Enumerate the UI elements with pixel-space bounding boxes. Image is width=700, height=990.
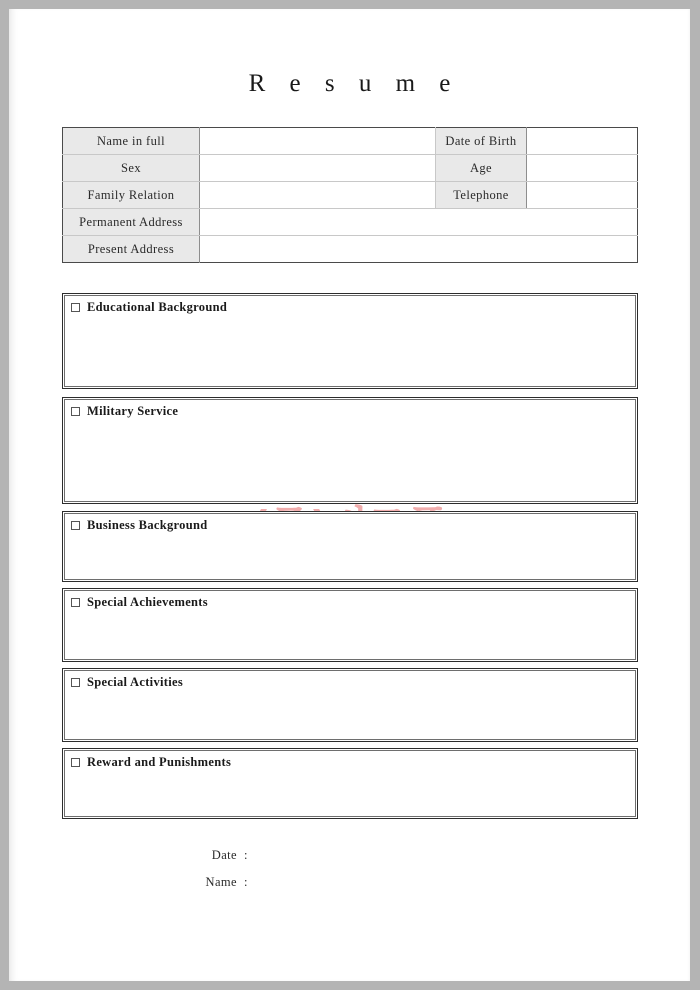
label-sex: Sex <box>63 155 200 182</box>
section-special-achievements[interactable] <box>62 588 638 662</box>
section-header <box>63 398 637 418</box>
checkbox-icon[interactable] <box>71 758 80 767</box>
field-date-of-birth[interactable] <box>527 128 638 155</box>
date-label: Date <box>211 848 237 862</box>
field-family-relation[interactable] <box>200 182 436 209</box>
personal-info-table <box>62 127 638 263</box>
field-name-in-full[interactable] <box>200 128 436 155</box>
personal-info-table-body <box>63 128 638 263</box>
table-row <box>63 236 638 263</box>
table-row <box>63 209 638 236</box>
document-page <box>9 9 690 981</box>
field-age[interactable] <box>527 155 638 182</box>
section-header <box>63 512 637 532</box>
table-row <box>63 128 638 155</box>
section-label: Educational Background <box>87 300 228 314</box>
section-header <box>63 669 637 689</box>
section-educational-background[interactable] <box>62 293 638 389</box>
checkbox-icon[interactable] <box>71 521 80 530</box>
checkbox-icon[interactable] <box>71 678 80 687</box>
section-header <box>63 749 637 769</box>
section-label: Business Background <box>87 518 208 532</box>
label-family-relation: Family Relation <box>63 182 200 209</box>
section-header <box>63 589 637 609</box>
field-present-address[interactable] <box>200 236 638 263</box>
table-row <box>63 155 638 182</box>
name-label: Name <box>205 874 237 889</box>
section-label: Special Activities <box>87 675 184 689</box>
section-military-service[interactable] <box>62 397 638 504</box>
field-telephone[interactable] <box>527 182 638 209</box>
label-date-of-birth: Date of Birth <box>436 128 527 155</box>
footer <box>9 849 690 888</box>
name-colon: : <box>244 874 248 889</box>
section-header <box>63 294 637 314</box>
label-age: Age <box>436 155 527 182</box>
section-label: Military Service <box>87 404 179 418</box>
label-permanent-address: Permanent Address <box>63 209 200 236</box>
section-label: Reward and Punishments <box>87 755 232 769</box>
table-row <box>63 182 638 209</box>
footer-date-row <box>9 849 690 862</box>
checkbox-icon[interactable] <box>71 407 80 416</box>
label-present-address: Present Address <box>63 236 200 263</box>
section-special-activities[interactable] <box>62 668 638 742</box>
field-permanent-address[interactable] <box>200 209 638 236</box>
section-reward-and-punishments[interactable] <box>62 748 638 819</box>
date-colon: : <box>244 848 248 862</box>
footer-name-row <box>9 876 690 889</box>
label-telephone: Telephone <box>436 182 527 209</box>
page-title: R e s u m e <box>248 70 460 97</box>
field-sex[interactable] <box>200 155 436 182</box>
checkbox-icon[interactable] <box>71 303 80 312</box>
label-name-in-full: Name in full <box>63 128 200 155</box>
section-label: Special Achievements <box>87 595 208 609</box>
checkbox-icon[interactable] <box>71 598 80 607</box>
section-business-background[interactable] <box>62 511 638 582</box>
